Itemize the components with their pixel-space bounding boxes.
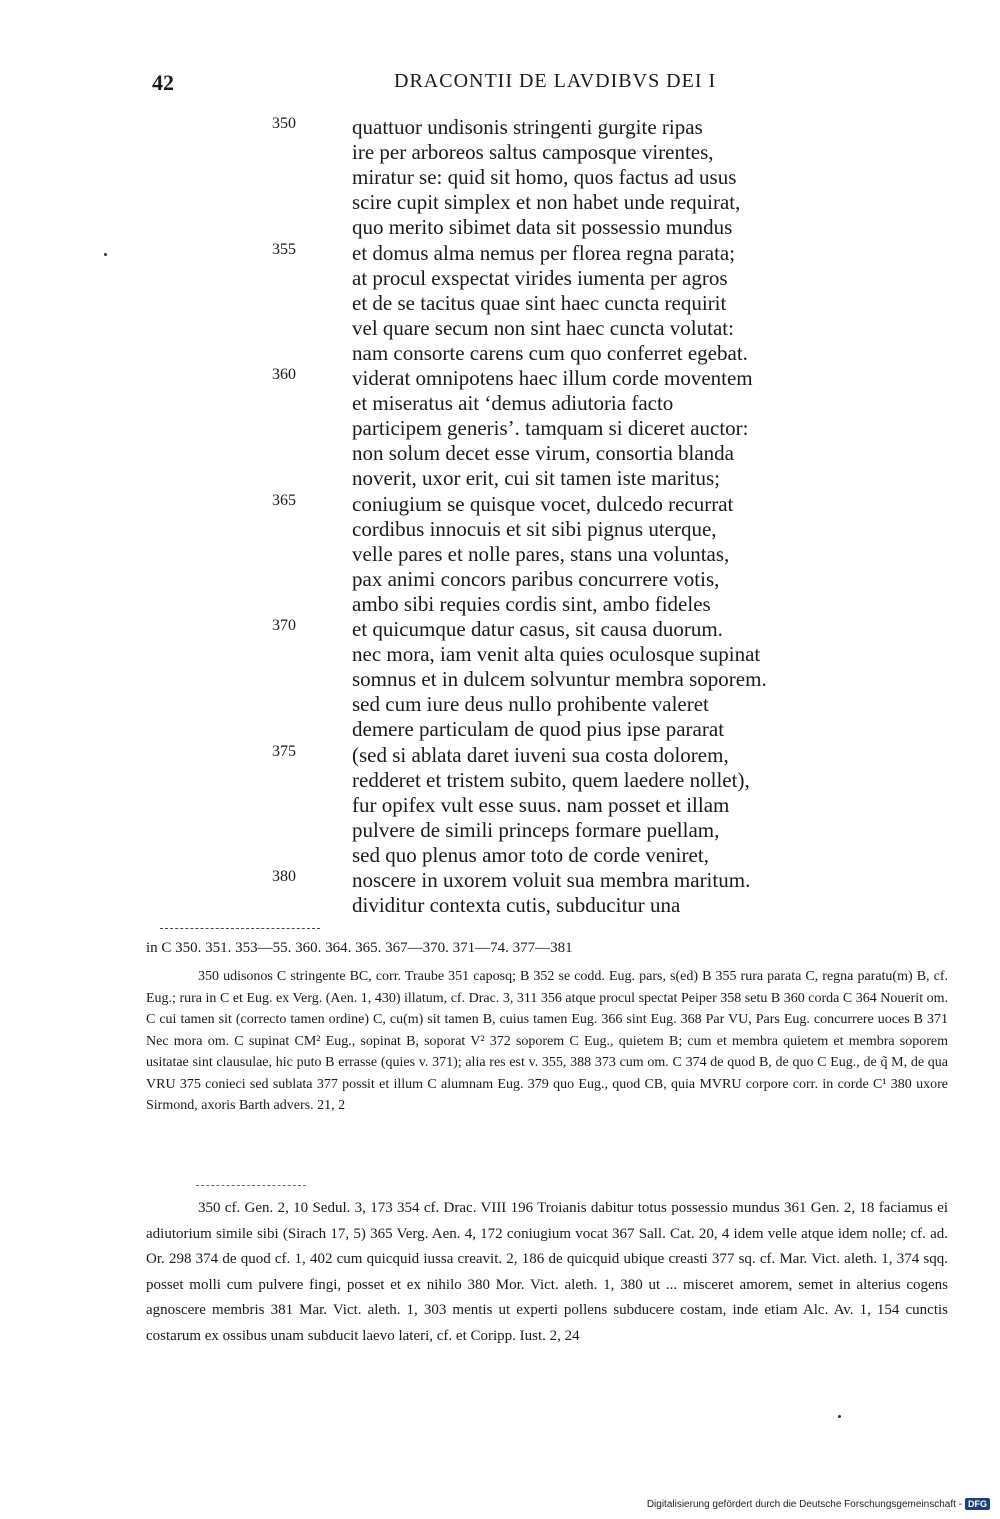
verse-line: quattuor undisonis stringenti gurgite ripas xyxy=(352,115,703,139)
verse-line: somnus et in dulcem solvuntur membra soporem. xyxy=(352,667,767,692)
verse-number: 375 xyxy=(272,742,296,760)
verse-line: sed cum iure deus nullo prohibente valeret xyxy=(352,692,709,717)
verse-line: nec mora, iam venit alta quies oculosque supinat xyxy=(352,642,761,667)
verse-line: sed quo plenus amor toto de corde veniret, xyxy=(352,842,709,867)
scan-speck xyxy=(104,253,107,256)
verse-line: scire cupit simplex et non habet unde requirat, xyxy=(352,190,741,215)
verse-line: pulvere de simili princeps formare puellam, xyxy=(352,817,720,842)
verse-number: 365 xyxy=(272,491,296,509)
digitization-credit xyxy=(647,1498,990,1510)
witness-line: in C 350. 351. 353—55. 360. 364. 365. 367—370. 371—74. 377—381 xyxy=(146,940,573,956)
sources-apparatus-text: 350 cf. Gen. 2, 10 Sedul. 3, 173 354 cf. Drac. VIII 196 Troianis dabitur totus possessio mundus 361 Gen. 2, 18 faciamus ei adiutorium simile sibi (Sirach 17, 5) 365 Verg. Aen. 4, 172 coniugium vocat 367 Sall. Cat. 20, 4 idem velle atque idem nolle; cf. ad. Or. 298 374 de quod cf. 1, 402 cum quicquid iussa creavit. 2, 186 de quicquid ubique creasti 377 sq. cf. Mar. Vict. aleth. 1, 374 sqq. posset molli cum pulvere fingi, posset et ex nihilo 380 Mor. Vict. aleth. 1, 380 ut ... misceret amorem, semet in alterius cogens agnoscere membris 381 Mar. Vict. aleth. 1, 303 mentis ut experti pollens subducere costam, inde etiam Alc. Av. 1, 154 cunctis costarum ex ossibus unam subducit laevo lateri, cf. et Coripp. Iust. 2, 24 xyxy=(146,1200,948,1344)
verse-line: demere particulam de quod pius ipse pararat xyxy=(352,717,725,742)
verse-line: nam consorte carens cum quo conferret egebat. xyxy=(352,340,748,365)
verse-number: 350 xyxy=(272,115,296,132)
credit-text: Digitalisierung gefördert durch die Deutsche Forschungsgemeinschaft - xyxy=(646,1498,962,1510)
verse-number: 355 xyxy=(272,240,296,258)
sources-apparatus xyxy=(146,1196,948,1349)
verse-line: miratur se: quid sit homo, quos factus ad usus xyxy=(352,165,737,190)
verse-line: et quicumque datur casus, sit causa duorum. xyxy=(352,617,723,641)
verse-line: et de se tacitus quae sint haec cuncta requirit xyxy=(352,290,727,315)
verse-line: et domus alma nemus per florea regna parata; xyxy=(352,240,736,265)
verse-line: non solum decet esse virum, consortia blanda xyxy=(352,441,734,466)
verse-line: ire per arboreos saltus camposque virentes, xyxy=(352,140,714,165)
verse-line: ambo sibi requies cordis sint, ambo fideles xyxy=(352,591,711,616)
verse-line: quo merito sibimet data sit possessio mundus xyxy=(352,215,733,240)
verse-number: 360 xyxy=(272,366,296,383)
verse-line: viderat omnipotens haec illum corde moventem xyxy=(352,366,753,390)
verse-line: vel quare secum non sint haec cuncta volutat: xyxy=(352,315,734,340)
verse-line: redderet et tristem subito, quem laedere nollet), xyxy=(352,767,750,792)
critical-apparatus xyxy=(146,966,948,1117)
dfg-logo-icon: DFG xyxy=(965,1498,990,1510)
verse-number: 380 xyxy=(272,868,296,885)
verse-line: coniugium se quisque vocet, dulcedo recurrat xyxy=(352,491,734,516)
verse-line: at procul exspectat virides iumenta per agros xyxy=(352,265,728,290)
verse-line: pax animi concors paribus concurrere votis, xyxy=(352,566,720,591)
verse-line: noverit, uxor erit, cui sit tamen iste maritus; xyxy=(352,466,721,491)
scan-speck xyxy=(838,1415,841,1418)
verse-line: participem generis’. tamquam si diceret auctor: xyxy=(352,416,749,441)
verse-line: cordibus innocuis et sit sibi pignus uterque, xyxy=(352,516,717,541)
verse-line: velle pares et nolle pares, stans una voluntas, xyxy=(352,541,730,566)
apparatus-divider xyxy=(160,928,320,929)
page-number: 42 xyxy=(152,70,174,95)
running-head: DRACONTII DE LAVDIBVS DEI I xyxy=(394,70,717,92)
verse-line: fur opifex vult esse suus. nam posset et illam xyxy=(352,792,730,817)
sources-divider xyxy=(196,1185,306,1186)
verse-line: et miseratus ait ‘demus adiutoria facto xyxy=(352,391,674,416)
verse-line: noscere in uxorem voluit sua membra maritum. xyxy=(352,868,751,892)
verse-line: dividitur contexta cutis, subducitur una xyxy=(352,893,681,918)
verse-line: (sed si ablata daret iuveni sua costa dolorem, xyxy=(352,742,729,767)
verse-number: 370 xyxy=(272,617,296,634)
critical-apparatus-text: 350 udisonos C stringente BC, corr. Traube 351 caposq; B 352 se codd. Eug. pars, s(ed) B 355 rura parata C, regna paratu(m) B, cf. Eug.; rura in C et Eug. ex Verg. (Aen. 1, 430) illatum, cf. Drac. 3, 311 356 atque procul spectat Peiper 358 setu B 360 corda C 364 Nouerit om. C cui tamen sit (correcto tamen ordine) C, cu(m) sit tamen B, cuius tamen Eug. 366 sint Eug. 368 Par VU, Pars Eug. concurrere uoces B 371 Nec mora om. C supinat CM² Eug., sopinat B, soporat V² 372 soporem C Eug., quietem B; cum et membra quietem et membra soporem usitatae sint clausulae, hic puto B errasse (quies v. 371); alia res est v. 355, 388 373 cum om. C 374 de quod B, de quo C Eug., de q̃ M, de qua VRU 375 conieci sed sublata 377 possit et illum C alumnam Eug. 379 quo Eug., quod CB, quia MVRU corpore corr. in corde C¹ 380 uxore Sirmond, axoris Barth advers. 21, 2 xyxy=(146,969,948,1113)
